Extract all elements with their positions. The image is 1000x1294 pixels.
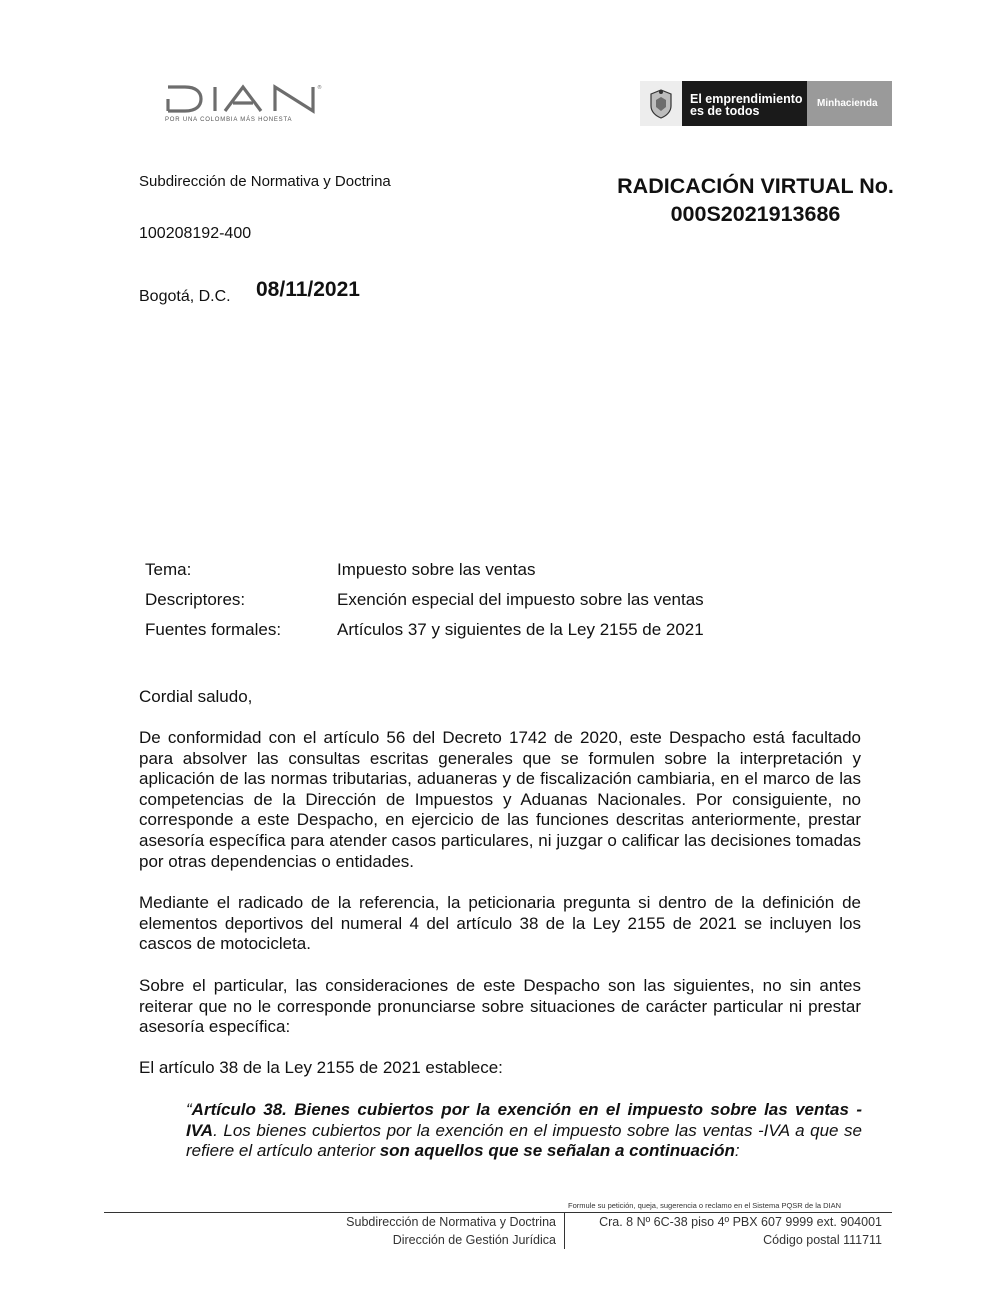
city-label: Bogotá, D.C. [139, 288, 231, 305]
gov-slogan-line1: El emprendimiento [690, 92, 803, 106]
gov-banner [640, 81, 892, 126]
gov-ministry: Minhacienda [807, 81, 892, 126]
article-quote [186, 1100, 862, 1162]
letter-date: 08/11/2021 [256, 278, 360, 301]
footer-postal-code: Código postal 111711 [763, 1233, 882, 1247]
footer-direction: Dirección de Gestión Jurídica [392, 1233, 556, 1247]
footer-vertical-separator [564, 1213, 565, 1249]
paragraph-considerations: Sobre el particular, las consideraciones de este Despacho son las siguientes, no sin antes reiterar que no le corresponde pronunciarse sobre situaciones de carácter particular ni prestar asesoría específica: [139, 976, 861, 1037]
greeting: Cordial saludo, [139, 687, 253, 706]
radication-code: 000S2021913686 [670, 202, 841, 226]
footer-subdirection: Subdirección de Normativa y Doctrina [346, 1215, 556, 1229]
svg-text:®: ® [317, 85, 322, 91]
dian-wordmark [165, 82, 325, 116]
meta-label-fuentes: Fuentes formales: [145, 620, 282, 639]
gov-slogan [682, 81, 807, 126]
quote-text: . Los bienes cubiertos por la exención en el impuesto sobre las ventas -IVA a que se refiere el artículo anterior [186, 1120, 862, 1161]
gov-slogan-line2: es de todos [690, 104, 760, 118]
quote-open: “ [186, 1100, 192, 1119]
reference-number: 100208192-400 [139, 225, 252, 242]
radication-number [603, 172, 908, 228]
meta-label-descriptores: Descriptores: [145, 590, 246, 609]
paragraph-question: Mediante el radicado de la referencia, la peticionaria pregunta si dentro de la definición de elementos deportivos del numeral 4 del artículo 38 de la Ley 2155 de 2021 se incluyen los cascos de motocicleta. [139, 893, 861, 954]
paragraph-competence: De conformidad con el artículo 56 del Decreto 1742 de 2020, este Despacho está facultado para absolver las consultas escritas generales que se formulen sobre la interpretación y aplicación de las normas tributarias, aduaneras y de fiscalización cambiaria, en el marco de las competencias de la Dirección de Impuestos y Aduanas Nacionales. Por consiguiente, no corresponde a este Despacho, en ejercicio de las funciones descritas anteriormente, prestar asesoría específica para atender casos particulares, ni juzgar o calificar las decisiones tomadas por otras dependencias o entidades. [139, 728, 861, 871]
footer-address: Cra. 8 Nº 6C-38 piso 4º PBX 607 9999 ext. 904001 [599, 1215, 882, 1229]
footer-pqsr-note: Formule su petición, queja, sugerencia o reclamo en el Sistema PQSR de la DIAN [568, 1201, 842, 1210]
meta-value-tema: Impuesto sobre las ventas [337, 560, 536, 579]
quote-emphasis: son aquellos que se señalan a continuación [379, 1141, 735, 1161]
quote-colon: : [734, 1141, 740, 1161]
subdirection-label: Subdirección de Normativa y Doctrina [139, 173, 391, 190]
meta-label-tema: Tema: [145, 560, 192, 579]
quote-article-title: Artículo 38. Bienes cubiertos por la exención en el impuesto sobre las ventas - IVA [186, 1100, 862, 1140]
meta-value-fuentes: Artículos 37 y siguientes de la Ley 2155 de 2021 [337, 620, 704, 639]
radication-title: RADICACIÓN VIRTUAL No. [617, 174, 894, 198]
dian-tagline: POR UNA COLOMBIA MÁS HONESTA [165, 117, 293, 123]
colombia-crest-icon [640, 81, 682, 126]
meta-value-descriptores: Exención especial del impuesto sobre las ventas [337, 590, 704, 609]
paragraph-article-intro: El artículo 38 de la Ley 2155 de 2021 establece: [139, 1058, 503, 1077]
footer-divider [104, 1212, 892, 1213]
